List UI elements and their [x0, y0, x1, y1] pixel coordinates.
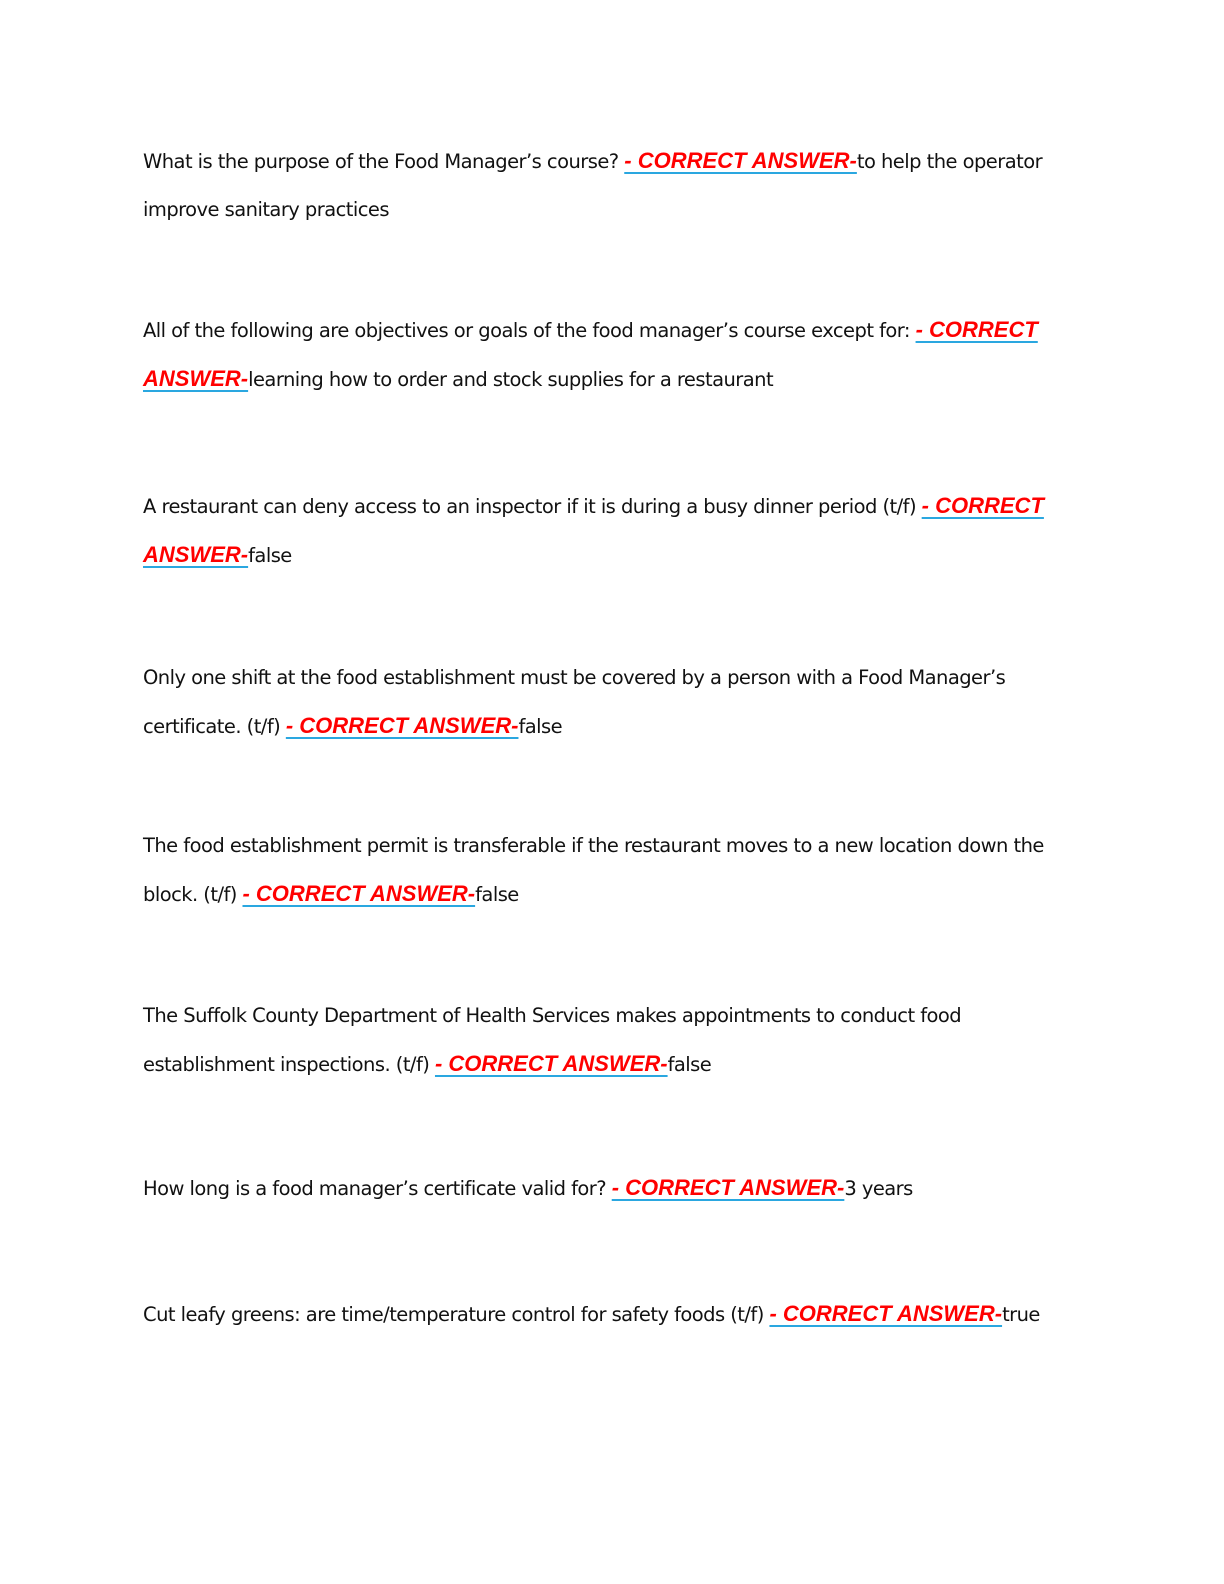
correct-answer-marker: - CORRECT ANSWER-: [285, 713, 519, 738]
correct-answer-marker: - CORRECT ANSWER-: [143, 493, 1044, 567]
question-text: The food establishment permit is transferable if the restaurant moves to a new location down the block. (t/f): [143, 834, 1044, 906]
qa-item: [143, 306, 1063, 404]
correct-answer-marker: - CORRECT ANSWER-: [611, 1175, 845, 1200]
qa-item: [143, 992, 1063, 1089]
qa-item: [143, 1290, 1063, 1339]
qa-item: [143, 822, 1063, 919]
qa-item: [143, 654, 1063, 751]
answer-text: true: [1002, 1303, 1040, 1326]
correct-answer-marker: - CORRECT ANSWER-: [624, 148, 857, 173]
answer-text: false: [518, 715, 563, 738]
correct-answer-marker: - CORRECT ANSWER-: [769, 1301, 1003, 1326]
question-text: How long is a food manager’s certificate valid for?: [143, 1177, 612, 1200]
question-text: A restaurant can deny access to an inspector if it is during a busy dinner period (t/f): [143, 495, 922, 518]
answer-text: 3 years: [844, 1177, 913, 1200]
question-text: Cut leafy greens: are time/temperature control for safety foods (t/f): [143, 1303, 770, 1326]
answer-text: false: [248, 544, 292, 567]
question-text: What is the purpose of the Food Manager’s course?: [143, 150, 625, 173]
question-text: Only one shift at the food establishment must be covered by a person with a Food Manager’s certificate. (t/f): [143, 666, 1006, 738]
qa-item: [143, 137, 1063, 234]
correct-answer-marker: - CORRECT ANSWER-: [143, 317, 1038, 391]
question-text: All of the following are objectives or goals of the food manager’s course except for:: [143, 319, 916, 342]
question-text: The Suffolk County Department of Health Services makes appointments to conduct food establishment inspections. (t/f): [143, 1004, 962, 1076]
answer-text: to help the operator improve sanitary practices: [143, 150, 1043, 221]
qa-item: [143, 1164, 1063, 1213]
qa-item: [143, 482, 1063, 580]
answer-text: false: [667, 1053, 712, 1076]
correct-answer-marker: - CORRECT ANSWER-: [434, 1051, 668, 1076]
answer-text: learning how to order and stock supplies for a restaurant: [248, 368, 774, 391]
correct-answer-marker: - CORRECT ANSWER-: [242, 881, 476, 906]
answer-text: false: [475, 883, 519, 906]
